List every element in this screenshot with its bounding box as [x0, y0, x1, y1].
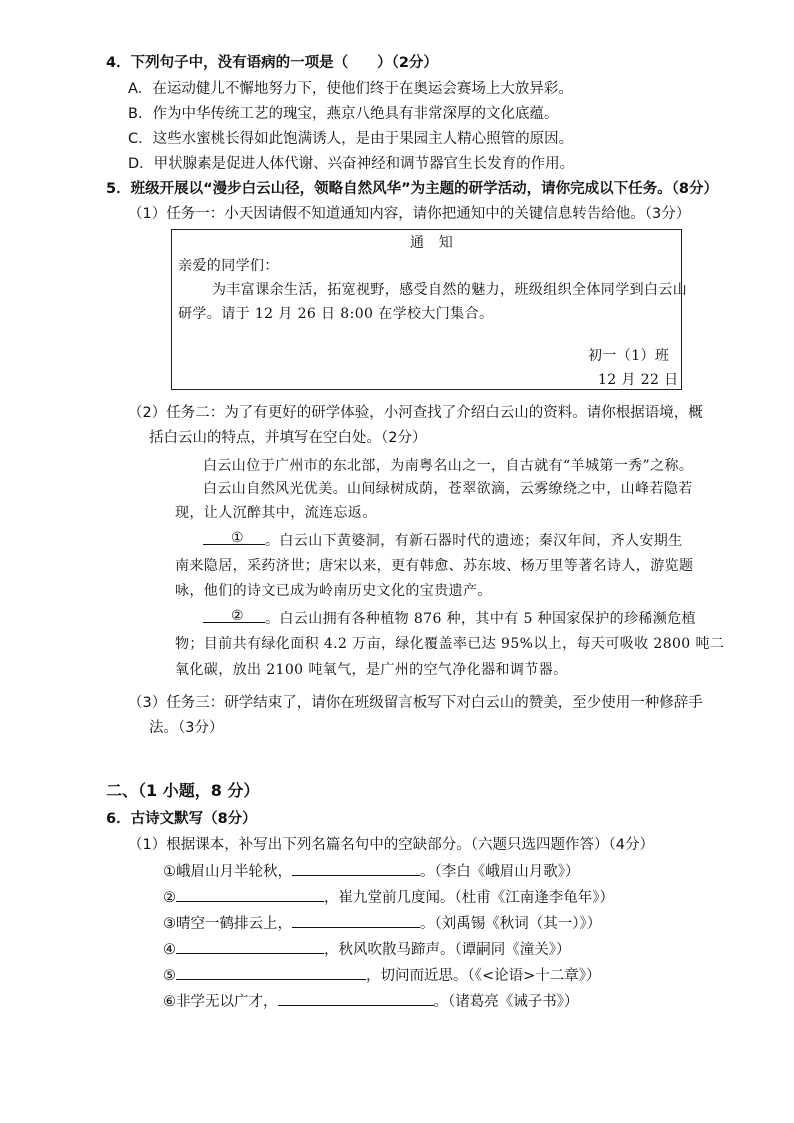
q4-option-c: C．这些水蜜桃长得如此饱满诱人，是由于果园主人精心照管的原因。	[128, 131, 574, 147]
poem-blank-4[interactable]	[176, 939, 324, 954]
q4-option-d: D．甲状腺素是促进人体代谢、兴奋神经和调节器官生长发育的作用。	[128, 156, 575, 172]
q4-option-a: A．在运动健儿不懈地努力下，使他们终于在奥运会赛场上大放异彩。	[128, 81, 573, 97]
q6-sub1: （1）根据课本，补写出下列名篇名句中的空缺部分。（六题只选四题作答）（4分）	[128, 837, 654, 853]
q4-title: 4．下列句子中，没有语病的一项是（ ）（2分）	[106, 55, 438, 71]
notice-greeting: 亲爱的同学们：	[178, 258, 279, 274]
q5-task3-line2: 法。（3分）	[149, 720, 224, 736]
blank2-line3: 氧化碳，放出 2100 吨氧气，是广州的空气净化器和调节器。	[175, 662, 568, 678]
blank2-field[interactable]	[203, 608, 265, 623]
blank1-marker: ①	[231, 530, 244, 546]
q5-title: 5．班级开展以“漫步白云山径，领略自然风华”为主题的研学活动，请你完成以下任务。（8分）	[106, 181, 718, 197]
section2-title: 二、（1 小题，8 分）	[106, 781, 260, 800]
notice-body-line2: 研学。请于 12 月 26 日 8:00 在学校大门集合。	[178, 306, 494, 322]
blank1-line3: 咏，他们的诗文已成为岭南历史文化的宝贵遗产。	[175, 583, 492, 599]
poem-item-6: ⑥非学无以广才， 。（诸葛亮《诫子书》）	[163, 991, 579, 1012]
notice-body-line1: 为丰富课余生活，拓宽视野，感受自然的魅力，班级组织全体同学到白云山	[212, 282, 688, 298]
poem-blank-6[interactable]	[278, 991, 434, 1006]
poem-item-1: ①峨眉山月半轮秋， 。（李白《峨眉山月歌》）	[163, 861, 580, 882]
poem-blank-3[interactable]	[292, 913, 420, 928]
poem-item-5: ⑤ ，切问而近思。（《<论语>十二章》）	[163, 965, 601, 986]
passage-line2: 白云山自然风光优美。山间绿树成荫，苍翠欲滴，云雾缭绕之中，山峰若隐若	[203, 481, 693, 497]
q5-task3-line1: （3）任务三：研学结束了，请你在班级留言板写下对白云山的赞美，至少使用一种修辞手	[128, 695, 703, 711]
poem-item-2: ② ，崔九堂前几度闻。（杜甫《江南逢李龟年》）	[163, 887, 614, 908]
blank1-line2: 南来隐居，采药济世；唐宋以来，更有韩愈、苏东坡、杨万里等著名诗人，游览题	[175, 558, 694, 574]
blank1-field[interactable]	[203, 530, 265, 545]
notice-heading: 通 知	[410, 235, 454, 251]
blank2-line2: 物；目前共有绿化面积 4.2 万亩，绿化覆盖率已达 95%以上，每天可吸收 2800 吨二	[175, 636, 725, 652]
blank2-marker: ②	[231, 608, 244, 624]
notice-sign-class: 初一（1）班	[588, 348, 670, 364]
notice-sign-date: 12 月 22 日	[598, 372, 679, 388]
q6-title: 6．古诗文默写（8分）	[106, 811, 257, 827]
q5-task1: （1）任务一：小天因请假不知道通知内容，请你把通知中的关键信息转告给他。（3分）	[128, 206, 691, 222]
passage-line1: 白云山位于广州市的东北部，为南粤名山之一，自古就有“羊城第一秀”之称。	[203, 458, 694, 474]
q4-option-b: B．作为中华传统工艺的瑰宝，燕京八绝具有非常深厚的文化底蕴。	[128, 106, 559, 122]
poem-item-3: ③晴空一鹤排云上， 。（刘禹锡《秋词（其一）》）	[163, 913, 601, 934]
poem-blank-5[interactable]	[176, 965, 366, 980]
blank2-line	[203, 608, 696, 629]
blank2-text: 。白云山拥有各种植物 876 种，其中有 5 种国家保护的珍稀濒危植	[265, 611, 697, 627]
q5-task2-line1: （2）任务二：为了有更好的研学体验，小河查找了介绍白云山的资料。请你根据语境，概	[128, 405, 703, 421]
blank1-line	[203, 530, 683, 551]
poem-blank-2[interactable]	[176, 887, 324, 902]
poem-item-4: ④ ，秋风吹散马蹄声。（谭嗣同《潼关》）	[163, 939, 571, 960]
passage-line3: 现，让人沉醉其中，流连忘返。	[175, 505, 377, 521]
poem-blank-1[interactable]	[292, 861, 420, 876]
q5-task2-line2: 括白云山的特点，并填写在空白处。（2分）	[149, 430, 427, 446]
blank1-text: 。白云山下黄婆洞，有新石器时代的遗迹；秦汉年间，齐人安期生	[265, 533, 683, 549]
